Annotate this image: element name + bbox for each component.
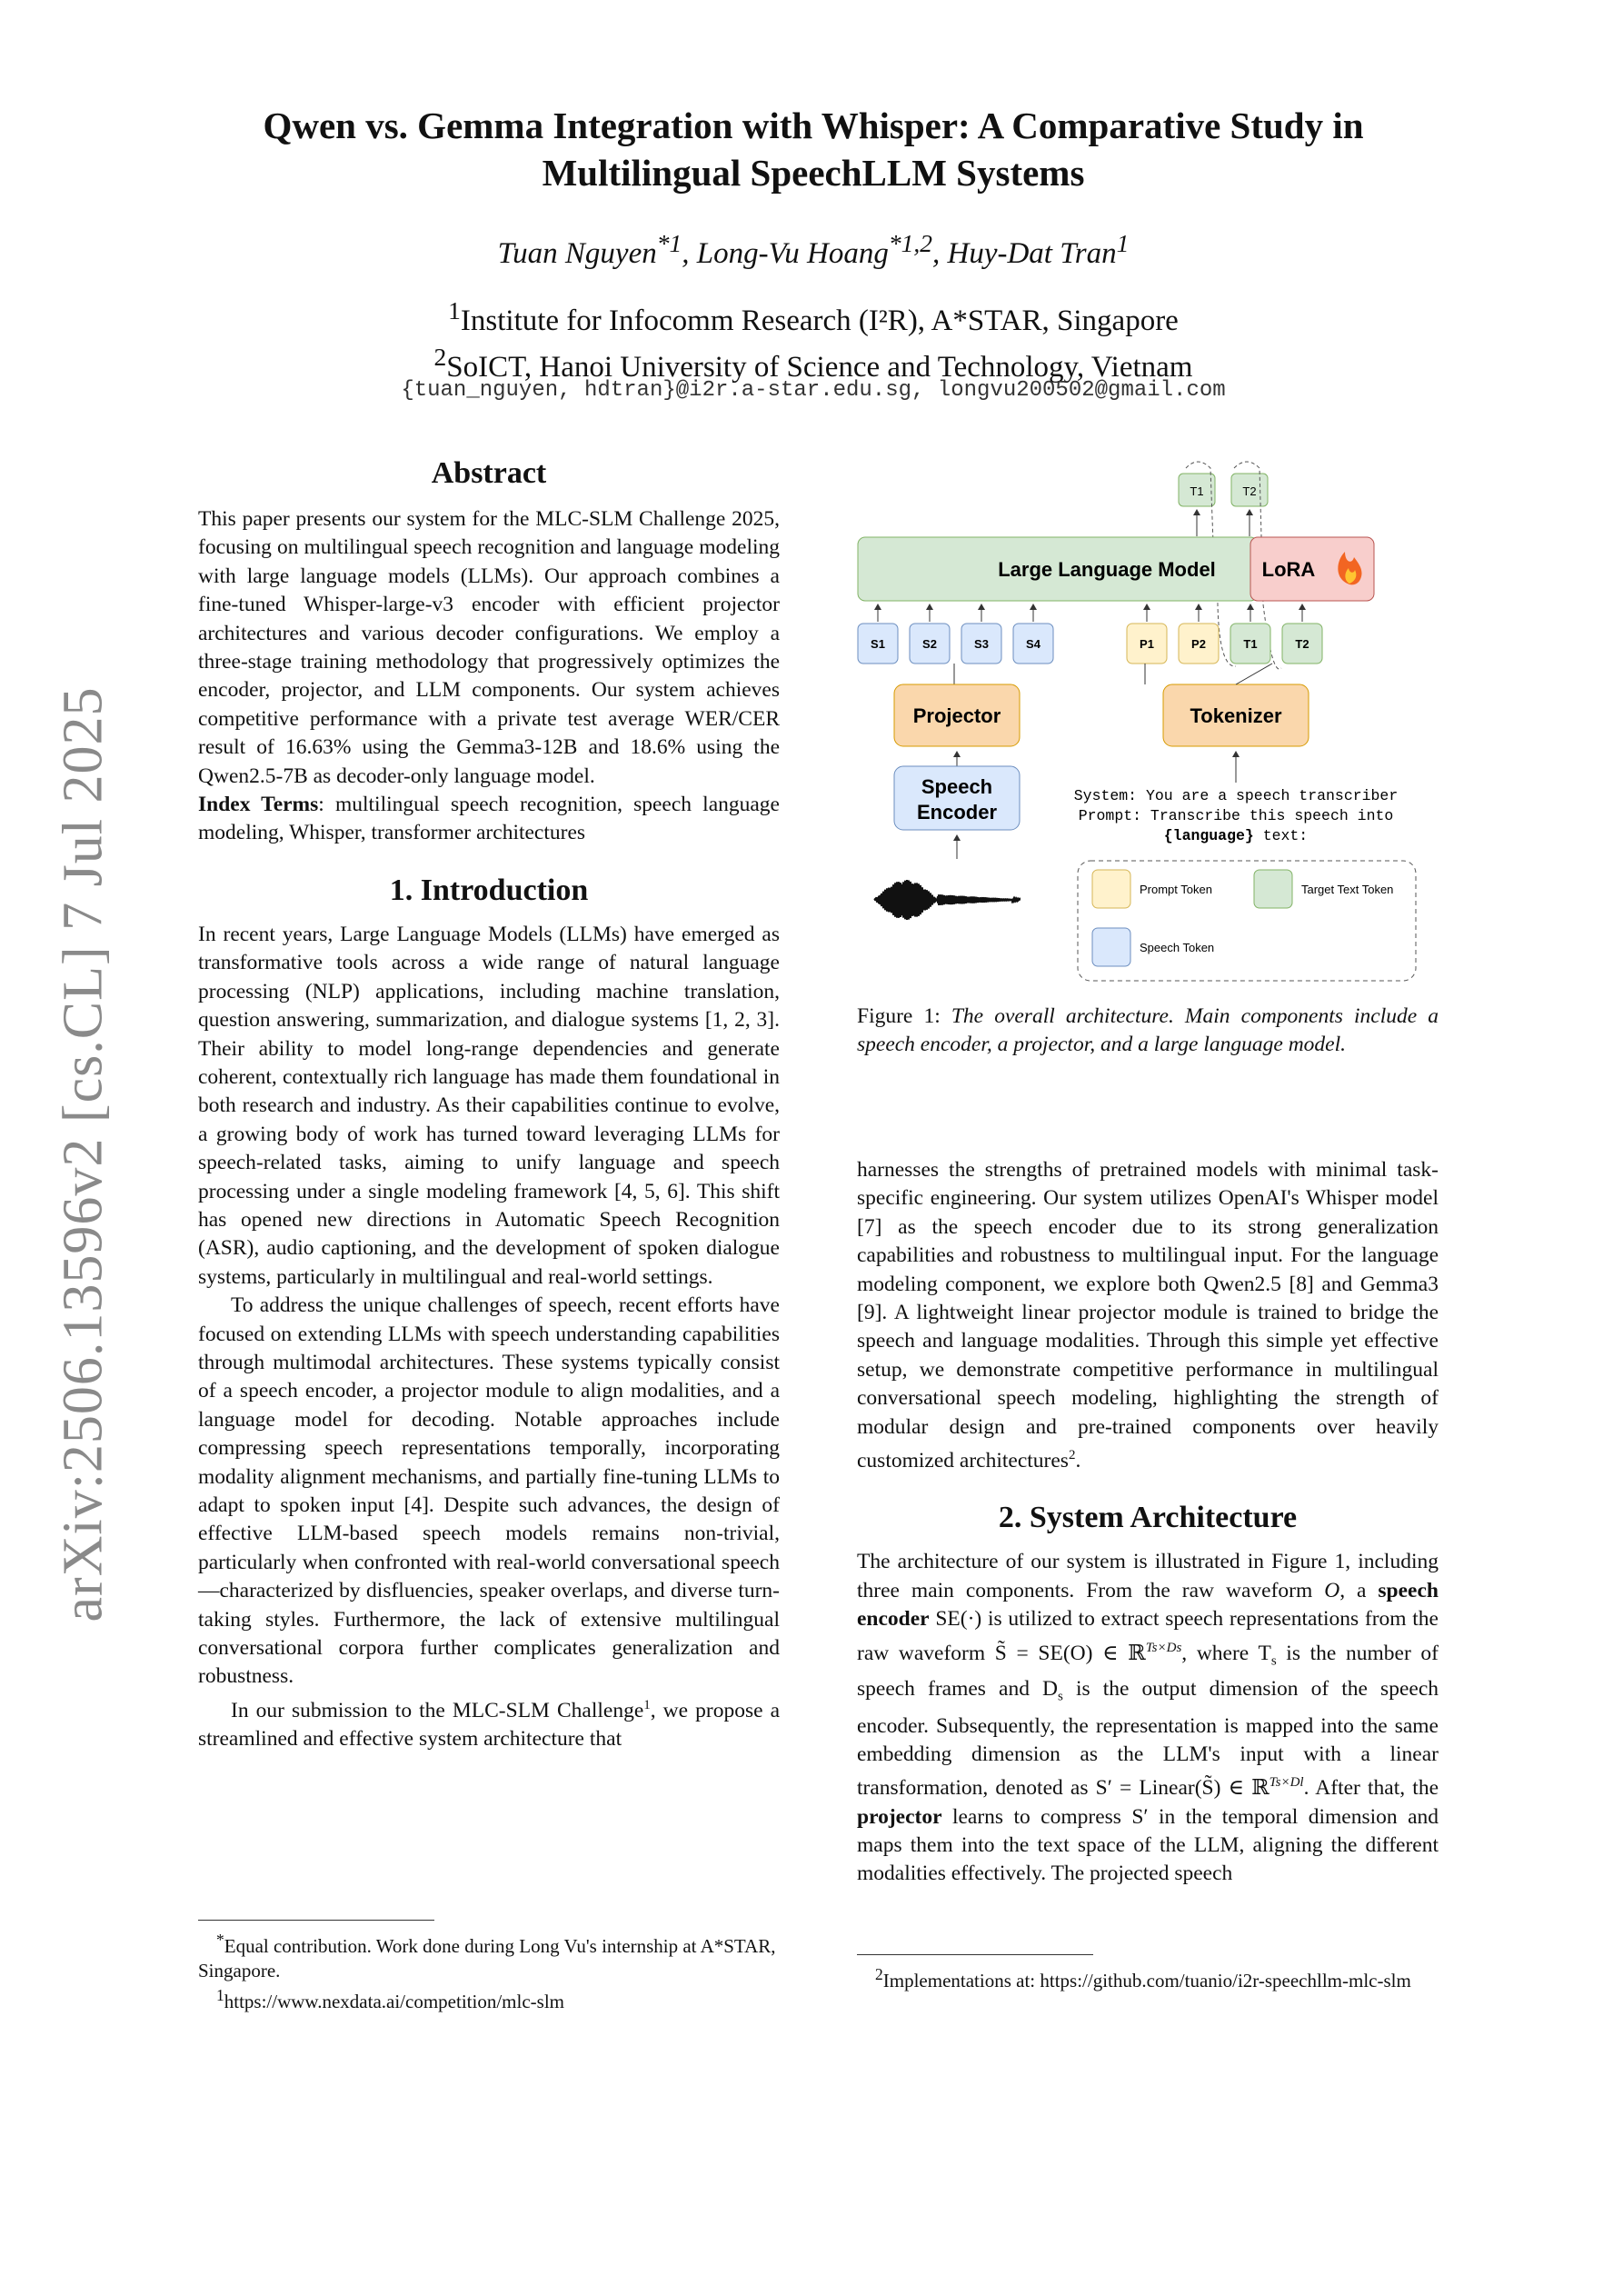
footnote-star: * xyxy=(216,1931,224,1949)
author-1-sup: *1 xyxy=(656,229,682,257)
llm-label: Large Language Model xyxy=(998,558,1216,581)
paper-title xyxy=(182,102,1445,196)
system-arch-paragraph: The architecture of our system is illustrated in Figure 1, including three main components. From the raw waveform O, a speech encoder SE(·) is utilized to extract speech representations from the raw waveform S̃ = SE(O) ∈ ℝ$^{Ts\times Ds}$, where $T_s$ is the number of speech frames and $D_s$ is the output dimension of the speech encoder. Subsequently, the representation is mapped into the same embedding dimension as the LLM's input with a linear transformation, denoted as S′ = Linear(S̃) ∈ ℝ$^{Ts\times Dl}$. After that, the projector learns to compress S′ in the temporal dimension and maps them into the text space of the LLM, aligning the different modalities effectively. The projected speech xyxy=(857,1550,1439,1886)
svg-text:T2: T2 xyxy=(1242,484,1257,498)
waveform-icon xyxy=(874,880,1020,920)
legend-target-label: Target Text Token xyxy=(1301,883,1394,896)
author-3: Huy-Dat Tran xyxy=(947,237,1117,270)
footnote-1 xyxy=(198,1983,780,2014)
footnote-2 xyxy=(857,1962,1439,1993)
speech-encoder-term: speech encoder xyxy=(857,1578,1439,1632)
speech-token-s2 xyxy=(910,604,950,664)
left-column xyxy=(198,454,780,1753)
figure-1 xyxy=(854,459,1445,986)
footnote-1-url: https://www.nexdata.ai/competition/mlc-slm xyxy=(224,1991,564,2012)
footnote-ref-2: 2 xyxy=(1068,1448,1076,1463)
right-column xyxy=(857,1156,1439,1889)
prompt-token-p2 xyxy=(1179,604,1219,664)
arxiv-sidebar xyxy=(52,0,115,2296)
intro-paragraph-1: In recent years, Large Language Models (LLMs) have emerged as transformative tools across a wide range of natural language processing (NLP) applications, including machine translation, question answering, summarization, and dialogue systems [1, 2, 3]. Their ability to model long-range dependencies and generate coherent, contextually rich language has made them foundational in both research and industry. As their capabilities continue to evolve, a growing body of work has turned toward leveraging LLMs for speech-related tasks, aiming to unify language and speech processing under a single modeling framework [4, 5, 6]. This shift has opened new directions in Automatic Speech Recognition (ASR), audio captioning, and the development of spoken dialogue systems, particularly in multilingual and real-world settings. xyxy=(198,922,780,1289)
abstract-text: This paper presents our system for the MLC-SLM Challenge 2025, focusing on multilingual speech recognition and language modeling with large language models (LLMs). Our approach combines a fine-tuned Whisper-large-v3 encoder with efficient projector architectures and various decoder configurations. We employ a three-stage training methodology that progressively optimizes the encoder, projector, and LLM components. Our system achieves competitive performance with a private test average WER/CER result of 16.63% using the Gemma3-12B and 18.6% using the Qwen2.5-7B as decoder-only language model. xyxy=(198,507,780,788)
caption-label: Figure 1: xyxy=(857,1004,941,1028)
prompt-token-p1 xyxy=(1127,604,1167,664)
footnote-rule-right xyxy=(857,1954,1093,1955)
speech-token-s4 xyxy=(1013,604,1053,664)
svg-text:T2: T2 xyxy=(1295,637,1309,651)
legend-speech-label: Speech Token xyxy=(1140,941,1215,954)
intro-p3-b: , we propose a streamlined and effective system architecture that xyxy=(198,1698,780,1752)
svg-text:S3: S3 xyxy=(974,637,989,651)
abstract-heading: Abstract xyxy=(431,456,547,490)
index-terms xyxy=(198,791,780,848)
svg-text:T1: T1 xyxy=(1190,484,1204,498)
figure-1-caption xyxy=(857,1003,1439,1059)
svg-text:P1: P1 xyxy=(1140,637,1154,651)
intro-paragraph-2: To address the unique challenges of speech, recent efforts have focused on extending LLMs with speech understanding capabilities through multimodal architectures. These systems typically consist of a speech encoder, a projector module to align modalities, and a language model for decoding. Notable approaches include compressing speech representations temporally, incorporating modality alignment mechanisms, and partially fine-tuning LLMs to adapt to spoken input [4]. Despite such advances, the design of effective LLM-based speech models remains non-trivial, particularly when confronted with real-world conversational speech—characterized by disfluencies, speaker overlaps, and diverse turn-taking styles. Furthermore, the lack of extensive multilingual conversational corpora further complicates generalization and robustness. xyxy=(198,1293,780,1689)
speech-token-row xyxy=(858,604,1053,664)
svg-text:S4: S4 xyxy=(1026,637,1041,651)
intro-paragraph-3 xyxy=(198,1692,780,1754)
target-token-t2 xyxy=(1282,604,1322,664)
projector-label: Projector xyxy=(912,704,1001,727)
author-2-sup: *1,2 xyxy=(888,229,932,257)
llm-block xyxy=(858,537,1258,601)
legend-prompt-label: Prompt Token xyxy=(1140,883,1212,896)
affiliations xyxy=(182,293,1445,385)
system-prompt: System: You are a speech transcriber xyxy=(1073,787,1399,804)
index-terms-text: : multilingual speech recognition, speech language modeling, Whisper, transformer architectures xyxy=(198,793,780,845)
left-footnotes xyxy=(198,1920,780,2014)
intro-heading: 1. Introduction xyxy=(389,873,589,907)
author-3-sup: 1 xyxy=(1116,229,1130,257)
author-emails: {tuan_nguyen, hdtran}@i2r.a-star.edu.sg, longvu200502@gmail.com xyxy=(401,378,1226,403)
svg-text:P2: P2 xyxy=(1191,637,1206,651)
speech-token-s3 xyxy=(961,604,1001,664)
index-terms-label: Index Terms xyxy=(198,793,319,817)
user-prompt: Prompt: Transcribe this speech into xyxy=(1078,807,1394,824)
encoder-label-2: Encoder xyxy=(916,801,998,824)
svg-text:T1: T1 xyxy=(1243,637,1258,651)
title-line-2: Multilingual SpeechLLM Systems xyxy=(542,152,1085,194)
legend-speech-swatch xyxy=(1092,928,1130,966)
svg-text:S2: S2 xyxy=(922,637,937,651)
caption-text: The overall architecture. Main components include a speech encoder, a projector, and a large language model. xyxy=(857,1004,1439,1056)
legend xyxy=(1078,861,1416,981)
intro-p4-text: harnesses the strengths of pretrained models with minimal task-specific engineering. Our system utilizes OpenAI's Whisper model [7] as the speech encoder due to its strong generalization capabilities and robustness to multilingual input. For the language modeling component, we explore both Qwen2.5 [8] and Gemma3 [9]. A lightweight linear projector module is trained to bridge the speech and language modalities. Through this simple yet effective setup, we demonstrate competitive performance in multilingual conversational speech modeling, highlighting the strength of modular design and pre-trained components over heavily customized architectures xyxy=(857,1158,1439,1472)
legend-target-swatch xyxy=(1254,870,1292,908)
output-token-t1 xyxy=(1179,474,1215,506)
affil-2-sup: 2 xyxy=(433,343,447,371)
encoder-label-1: Speech xyxy=(921,775,993,798)
author-2: Long-Vu Hoang xyxy=(696,237,889,270)
footnote-1-mark: 1 xyxy=(216,1986,224,2004)
author-1: Tuan Nguyen xyxy=(497,237,657,270)
legend-prompt-swatch xyxy=(1092,870,1130,908)
speech-encoder-block xyxy=(894,766,1020,830)
projector-term: projector xyxy=(857,1804,942,1829)
right-footnotes xyxy=(857,1954,1439,1993)
projector-block xyxy=(894,684,1020,746)
system-arch-heading: 2. System Architecture xyxy=(998,1501,1298,1535)
output-token-t2 xyxy=(1231,474,1268,506)
affil-2: SoICT, Hanoi University of Science and Technology, Vietnam xyxy=(446,351,1193,384)
tokenizer-label: Tokenizer xyxy=(1190,704,1282,727)
footnote-2-mark: 2 xyxy=(875,1965,883,1983)
author-list: Tuan Nguyen$^{*1}$, Long-Vu Hoang$^{*1,2}$, Huy-Dat Tran$^1$ xyxy=(497,229,1130,270)
arxiv-id: arXiv:2506.13596v2 [cs.CL] 7 Jul 2025 xyxy=(52,686,115,1622)
footnote-rule xyxy=(198,1920,434,1921)
speech-token-s1 xyxy=(858,604,898,664)
lora-block xyxy=(1250,537,1374,601)
affil-1-sup: 1 xyxy=(448,296,461,324)
language-line: {language} text: xyxy=(1163,827,1309,844)
intro-paragraph-4: harnesses the strengths of pretrained models with minimal task-specific engineering. Our system utilizes OpenAI's Whisper model [7] as the speech encoder due to its strong generalization capabilities and robustness to multilingual input. For the language modeling component, we explore both Qwen2.5 [8] and Gemma3 [9]. A lightweight linear projector module is trained to bridge the speech and language modalities. Through this simple yet effective setup, we demonstrate competitive performance in multilingual conversational speech modeling, highlighting the strength of modular design and pre-trained components over heavily customized architectures$^2$. xyxy=(857,1158,1439,1472)
affil-1: Institute for Infocomm Research (I²R), A*STAR, Singapore xyxy=(460,304,1179,337)
footnote-2-url: Implementations at: https://github.com/tuanio/i2r-speechllm-mlc-slm xyxy=(882,1970,1411,1992)
footnote-equal xyxy=(198,1928,780,1983)
footnote-ref-1: 1 xyxy=(643,1697,651,1712)
lora-label: LoRA xyxy=(1261,558,1316,581)
tokenizer-block xyxy=(1163,684,1309,746)
svg-text:S1: S1 xyxy=(871,637,885,651)
text-token-row xyxy=(1127,604,1322,664)
intro-p3-a: In our submission to the MLC-SLM Challenge xyxy=(231,1698,644,1722)
title-line-1: Qwen vs. Gemma Integration with Whisper: A Comparative Study in xyxy=(263,105,1364,146)
architecture-diagram xyxy=(854,459,1445,986)
prompt-text xyxy=(1074,787,1398,844)
footnote-equal-text: Equal contribution. Work done during Long Vu's internship at A*STAR, Singapore. xyxy=(198,1935,776,1982)
